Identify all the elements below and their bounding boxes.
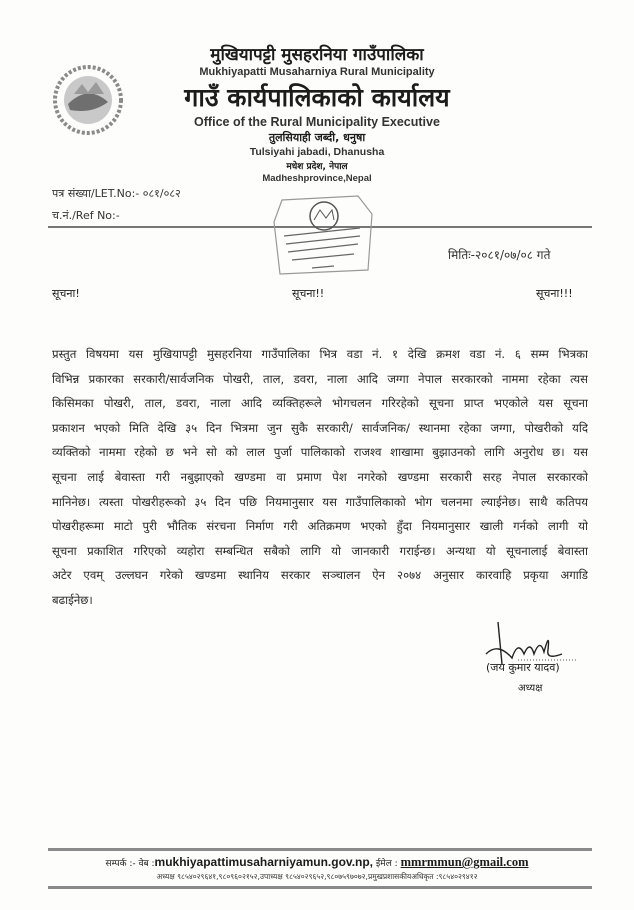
body-line: प्रस्तुत विषयमा यस मुखियापट्टी मुसहरनिया गाउँपालिका भित्र वडा नं. १ देखि क्रमश वडा नं. ६ सम्म भित्रका — [52, 347, 588, 361]
notice-heading-left: सूचना! — [52, 287, 80, 300]
footer-divider-top — [48, 848, 592, 851]
body-line: व्यक्तिको नाममा रहेको छ भने सो को लाल पुर्जा पालिकाको राजश्व शाखामा बुझाउनको लागि अनुरोध छ। यस — [52, 445, 588, 460]
body-line: विभिन्न प्रकारका सरकारी/सार्वजनिक पोखरी, ताल, डवरा, नाला आदि जग्गा नेपाल सरकारको नाममा रहेका त्यस — [52, 371, 588, 386]
signatory-name: (जय कुमार यादव) — [486, 661, 560, 674]
address-en: Tulsiyahi jabadi, Dhanusha — [249, 146, 385, 158]
contact-label: सम्पर्क :- वेब : — [105, 859, 155, 869]
letter-date: मितिः-२०८१/०७/०८ गते — [448, 248, 551, 262]
province-np: मधेश प्रदेश, नेपाल — [286, 162, 348, 172]
body-line: अटेर एवम् उल्लघन गरेको खण्डमा स्थानिय सरकार सञ्चालन ऐन २०७४ अनुसार कारवाहि प्रकृया अगाडि — [52, 568, 588, 583]
body-line: बढाईनेछ। — [52, 592, 93, 607]
body-line: पोखरीहरूमा माटो पुरी भौतिक संरचना निर्माण गरी अतिक्रमण भएको हुँदा नियमानुसार खाली गर्नको लागी यो — [52, 519, 588, 534]
website-link[interactable]: mukhiyapattimusaharniyamun.gov.np, — [154, 855, 374, 869]
notice-heading-center: सूचना!! — [292, 287, 325, 300]
email-label: ईमेल : — [375, 859, 398, 869]
office-name-np: गाउँ कार्यपालिकाको कार्यालय — [184, 83, 450, 112]
notice-body — [52, 342, 588, 613]
signatory-title: अध्यक्ष — [518, 683, 543, 694]
province-en: Madheshprovince,Nepal — [262, 173, 372, 184]
footer-divider-bottom — [48, 886, 592, 889]
municipality-name-en: Mukhiyapatti Musaharniya Rural Municipality — [199, 66, 435, 78]
office-name-en: Office of the Rural Municipality Executive — [194, 115, 440, 129]
reference-number: च.नं./Ref No:- — [52, 209, 120, 222]
body-line: सूचना प्रकाशित गरिएको व्यहोरा सम्बन्धित सबैको लागि यो जानकारी गराईन्छ। अन्यथा यो सूचनालाई बेवास्ता — [52, 543, 588, 558]
notice-heading-right: सूचना!!! — [536, 287, 573, 300]
body-line: किसिमका पोखरी, ताल, डवरा, नाला आदि व्यक्तिहरूले भोगचलन गरिरहेको सूचना प्राप्त भएकोले यस सूचना — [52, 396, 588, 411]
body-line: मानिनेछ। त्यस्ता पोखरीहरूको ३५ दिन पछि नियमानुसार यस गाउँपालिकाको भोग चलनमा ल्याईनेछ। साथै कतिपय — [52, 494, 588, 509]
letter-number: पत्र संख्या/LET.No:- ०८१/०८२ — [52, 187, 181, 200]
footer-contact — [0, 855, 634, 870]
body-line: सूचना लाई बेवास्ता गरी नबुझाएको खण्डमा वा प्रमाण पेश नगरेको खण्डमा सरकारी सरह नेपाल सरकारको — [52, 469, 588, 484]
office-stamp — [268, 192, 378, 278]
footer-phones: अध्यक्ष ९८५४०२९६४१,९८०९६०२१५२,उपाध्यक्ष ९८५४०२९६५२,९८०७५९७०७२,प्रमुखप्रशासकीयअधिकृत :९८५४०२९४१२ — [156, 872, 478, 881]
municipality-name-np: मुखियापट्टी मुसहरनिया गाउँपालिका — [210, 45, 424, 65]
body-line: प्रकाशन भएको मिति देखि ३५ दिन भित्रमा जुन सुकै सरकारी/ सार्वजनिक/ स्थानमा रहेका जग्गा, पोखरीको यदि — [52, 420, 588, 435]
email-link[interactable]: mmrmmun@gmail.com — [400, 855, 529, 869]
address-np: तुलसियाही जब्दी, धनुषा — [268, 131, 366, 144]
